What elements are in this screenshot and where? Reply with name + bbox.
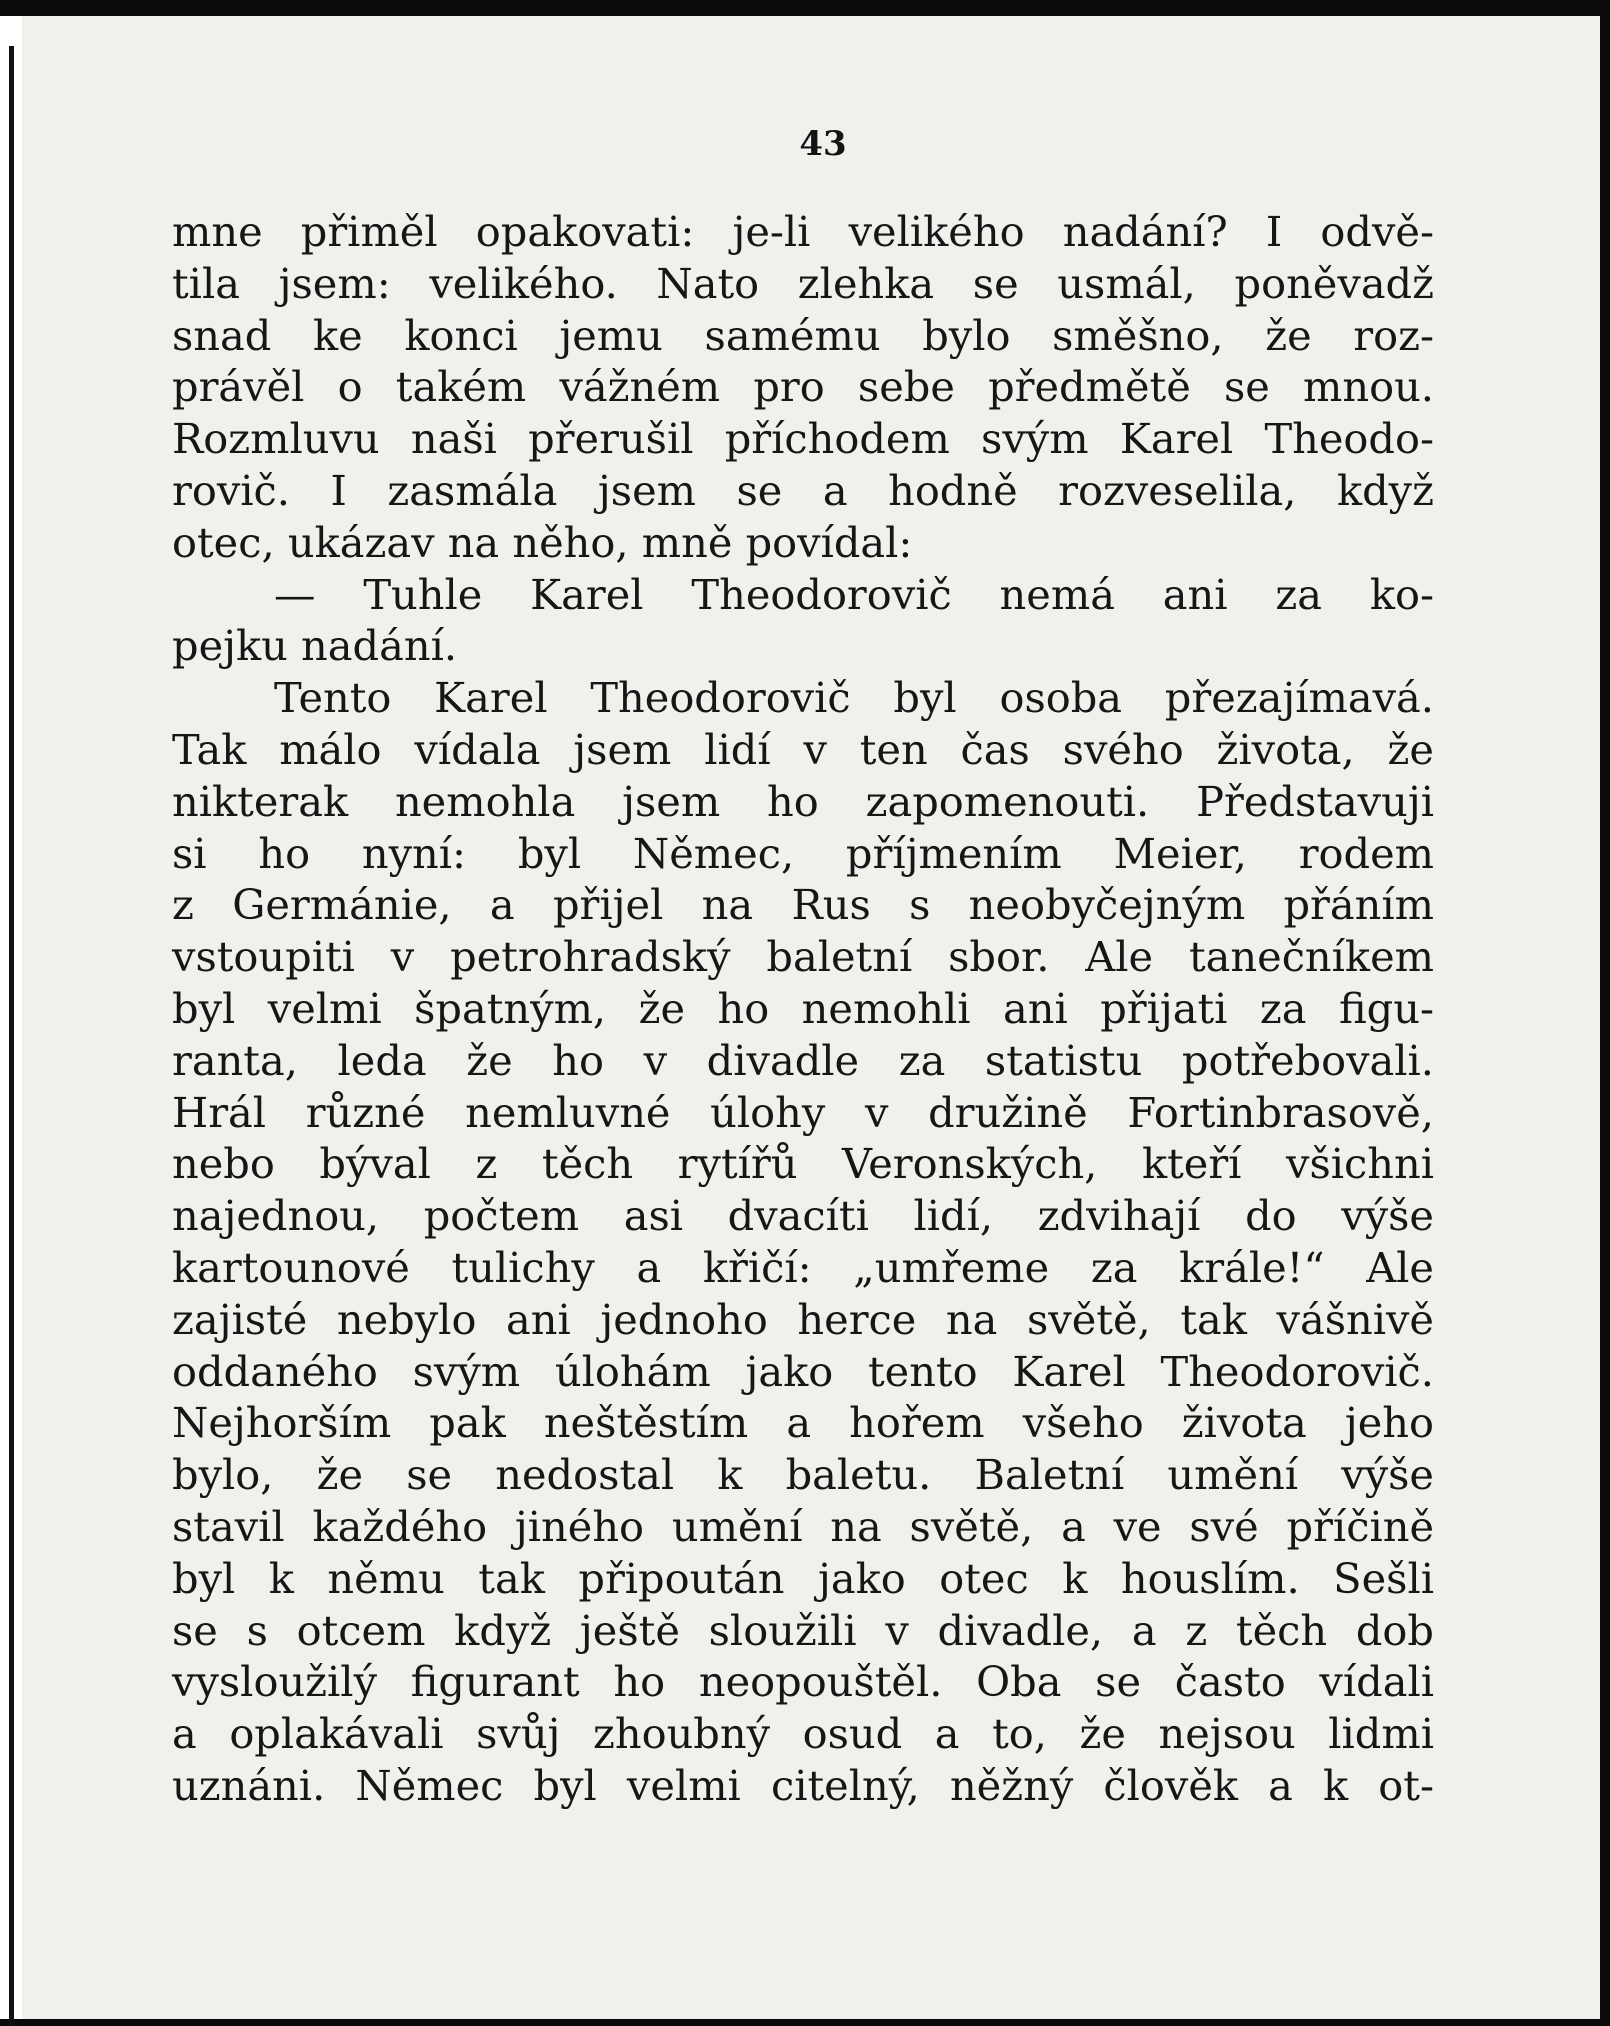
text-line: kartounové tulichy a křičí: „umřeme za krále!“ Ale: [172, 1242, 1434, 1292]
text-line: nikterak nemohla jsem ho zapomenouti. Představuji: [172, 776, 1434, 826]
text-line: najednou, počtem asi dvacíti lidí, zdvihají do výše: [172, 1191, 1434, 1241]
text-line: a oplakávali svůj zhoubný osud a to, že nejsou lidmi: [172, 1709, 1434, 1759]
scan-top-edge: [0, 0, 1610, 16]
text-line: právěl o takém vážném pro sebe předmětě se mnou.: [172, 362, 1434, 412]
text-line: tila jsem: velikého. Nato zlehka se usmál, poněvadž: [172, 258, 1434, 308]
book-binding-edge: [0, 16, 22, 2019]
text-line: oddaného svým úlohám jako tento Karel Theodorovič.: [172, 1346, 1434, 1396]
text-line: zajisté nebylo ani jednoho herce na světě, tak vášnivě: [172, 1294, 1434, 1344]
text-line: otec, ukázav na něho, mně povídal:: [172, 517, 913, 567]
body-text: [172, 206, 1434, 1812]
text-line: byl velmi špatným, že ho nemohli ani přijati za figu-: [172, 983, 1434, 1033]
text-line: se s otcem když ještě sloužili v divadle, a z těch dob: [172, 1605, 1434, 1655]
text-line: Rozmluvu naši přerušil příchodem svým Karel Theodo-: [172, 414, 1434, 464]
text-line: ranta, leda že ho v divadle za statistu potřebovali.: [172, 1035, 1434, 1085]
text-line: mne přiměl opakovati: je-li velikého nadání? I odvě-: [172, 207, 1434, 256]
binding-line: [9, 46, 14, 2026]
scan-right-edge: [1600, 0, 1610, 2019]
page-number: 43: [799, 124, 847, 164]
text-line: Hrál různé nemluvné úlohy v družině Fortinbrasově,: [172, 1087, 1434, 1137]
text-line: snad ke konci jemu samému bylo směšno, že roz-: [172, 310, 1434, 360]
text-line: si ho nyní: byl Němec, příjmením Meier, rodem: [172, 828, 1434, 878]
text-line: bylo, že se nedostal k baletu. Baletní umění výše: [172, 1450, 1434, 1500]
text-line: — Tuhle Karel Theodorovič nemá ani za ko-: [274, 569, 1434, 619]
text-line: Tak málo vídala jsem lidí v ten čas svého života, že: [172, 724, 1434, 774]
text-line: z Germánie, a přijel na Rus s neobyčejným přáním: [172, 880, 1434, 930]
text-line: vysloužilý figurant ho neopouštěl. Oba se často vídali: [172, 1657, 1434, 1707]
text-line: Tento Karel Theodorovič byl osoba přezajímavá.: [274, 673, 1434, 723]
text-line: nebo býval z těch rytířů Veronských, kteří všichni: [172, 1139, 1434, 1189]
text-line: stavil každého jiného umění na světě, a ve své příčině: [172, 1501, 1434, 1551]
text-line: Nejhorším pak neštěstím a hořem všeho života jeho: [172, 1398, 1434, 1448]
text-line: byl k němu tak připoután jako otec k houslím. Sešli: [172, 1553, 1434, 1603]
book-page: [22, 16, 1600, 2019]
text-line: pejku nadání.: [172, 621, 458, 671]
text-line: uznáni. Němec byl velmi citelný, něžný člověk a k ot-: [172, 1760, 1434, 1810]
text-line: rovič. I zasmála jsem se a hodně rozveselila, když: [172, 465, 1434, 515]
text-line: vstoupiti v petrohradský baletní sbor. Ale tanečníkem: [172, 932, 1434, 982]
